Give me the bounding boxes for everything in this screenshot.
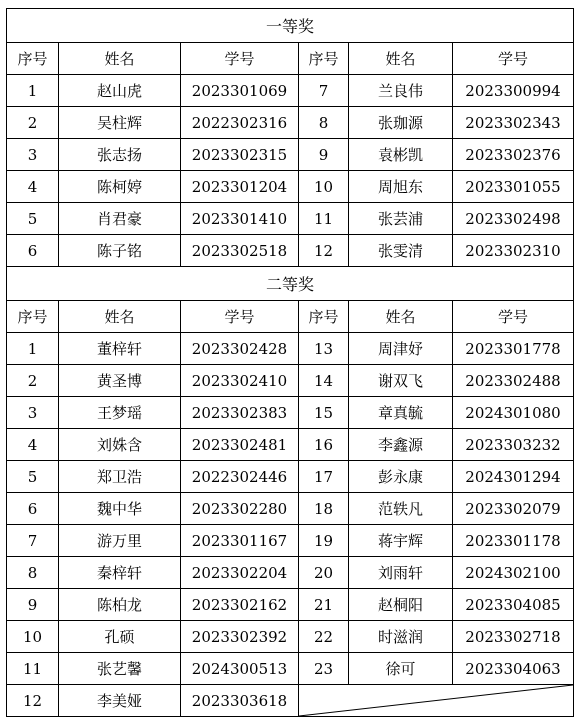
student-id-cell: 2023303232 bbox=[453, 429, 574, 461]
name-cell: 吴柱辉 bbox=[59, 107, 181, 139]
name-cell: 刘姝含 bbox=[59, 429, 181, 461]
seq-cell: 8 bbox=[299, 107, 349, 139]
name-cell: 蒋宇辉 bbox=[349, 525, 453, 557]
name-cell: 陈子铭 bbox=[59, 235, 181, 267]
student-id-cell: 2023302162 bbox=[181, 589, 299, 621]
student-id-cell: 2023300994 bbox=[453, 75, 574, 107]
name-cell: 袁彬凯 bbox=[349, 139, 453, 171]
table-row bbox=[7, 235, 574, 267]
student-id-cell: 2023302392 bbox=[181, 621, 299, 653]
student-id-cell: 2023304063 bbox=[453, 653, 574, 685]
student-id-cell: 2023301167 bbox=[181, 525, 299, 557]
student-id-cell: 2023301178 bbox=[453, 525, 574, 557]
student-id-cell: 2023302718 bbox=[453, 621, 574, 653]
name-cell: 黄圣博 bbox=[59, 365, 181, 397]
table-row bbox=[7, 397, 574, 429]
student-id-cell: 2023301778 bbox=[453, 333, 574, 365]
student-id-cell: 2023302376 bbox=[453, 139, 574, 171]
student-id-cell: 2023301055 bbox=[453, 171, 574, 203]
seq-cell: 9 bbox=[299, 139, 349, 171]
column-header: 序号 bbox=[299, 43, 349, 75]
name-cell: 章真毓 bbox=[349, 397, 453, 429]
name-cell: 张志扬 bbox=[59, 139, 181, 171]
column-header: 姓名 bbox=[59, 301, 181, 333]
column-header: 学号 bbox=[453, 301, 574, 333]
seq-cell: 7 bbox=[7, 525, 59, 557]
table-row bbox=[7, 365, 574, 397]
seq-cell: 10 bbox=[7, 621, 59, 653]
seq-cell: 3 bbox=[7, 397, 59, 429]
name-cell: 张艺馨 bbox=[59, 653, 181, 685]
student-id-cell: 2023302079 bbox=[453, 493, 574, 525]
seq-cell: 19 bbox=[299, 525, 349, 557]
name-cell: 陈柏龙 bbox=[59, 589, 181, 621]
name-cell: 孔硕 bbox=[59, 621, 181, 653]
seq-cell: 2 bbox=[7, 365, 59, 397]
seq-cell: 14 bbox=[299, 365, 349, 397]
column-header: 姓名 bbox=[349, 43, 453, 75]
name-cell: 范轶凡 bbox=[349, 493, 453, 525]
seq-cell: 12 bbox=[7, 685, 59, 717]
table-row bbox=[7, 653, 574, 685]
table-row bbox=[7, 493, 574, 525]
table-row bbox=[7, 75, 574, 107]
table-row bbox=[7, 621, 574, 653]
student-id-cell: 2024301080 bbox=[453, 397, 574, 429]
column-header: 序号 bbox=[299, 301, 349, 333]
seq-cell: 1 bbox=[7, 333, 59, 365]
name-cell: 张雯清 bbox=[349, 235, 453, 267]
seq-cell: 7 bbox=[299, 75, 349, 107]
column-header: 序号 bbox=[7, 301, 59, 333]
student-id-cell: 2022302446 bbox=[181, 461, 299, 493]
name-cell: 徐可 bbox=[349, 653, 453, 685]
name-cell: 张珈源 bbox=[349, 107, 453, 139]
seq-cell: 21 bbox=[299, 589, 349, 621]
section-title: 二等奖 bbox=[7, 267, 574, 301]
header-row bbox=[7, 43, 574, 75]
student-id-cell: 2023301204 bbox=[181, 171, 299, 203]
student-id-cell: 2023302518 bbox=[181, 235, 299, 267]
student-id-cell: 2024301294 bbox=[453, 461, 574, 493]
section-title: 一等奖 bbox=[7, 9, 574, 43]
name-cell: 赵山虎 bbox=[59, 75, 181, 107]
name-cell: 秦梓轩 bbox=[59, 557, 181, 589]
name-cell: 周旭东 bbox=[349, 171, 453, 203]
section-title-row bbox=[7, 9, 574, 43]
seq-cell: 22 bbox=[299, 621, 349, 653]
seq-cell: 5 bbox=[7, 203, 59, 235]
name-cell: 魏中华 bbox=[59, 493, 181, 525]
student-id-cell: 2023303618 bbox=[181, 685, 299, 717]
name-cell: 赵桐阳 bbox=[349, 589, 453, 621]
name-cell: 李美娅 bbox=[59, 685, 181, 717]
seq-cell: 11 bbox=[299, 203, 349, 235]
student-id-cell: 2023302498 bbox=[453, 203, 574, 235]
name-cell: 肖君豪 bbox=[59, 203, 181, 235]
name-cell: 张芸浦 bbox=[349, 203, 453, 235]
student-id-cell: 2023301410 bbox=[181, 203, 299, 235]
student-id-cell: 2023302428 bbox=[181, 333, 299, 365]
table-row bbox=[7, 557, 574, 589]
column-header: 姓名 bbox=[59, 43, 181, 75]
seq-cell: 17 bbox=[299, 461, 349, 493]
name-cell: 谢双飞 bbox=[349, 365, 453, 397]
seq-cell: 20 bbox=[299, 557, 349, 589]
student-id-cell: 2023302488 bbox=[453, 365, 574, 397]
seq-cell: 5 bbox=[7, 461, 59, 493]
student-id-cell: 2023301069 bbox=[181, 75, 299, 107]
seq-cell: 12 bbox=[299, 235, 349, 267]
name-cell: 时滋润 bbox=[349, 621, 453, 653]
student-id-cell: 2023302383 bbox=[181, 397, 299, 429]
seq-cell: 8 bbox=[7, 557, 59, 589]
name-cell: 郑卫浩 bbox=[59, 461, 181, 493]
seq-cell: 23 bbox=[299, 653, 349, 685]
name-cell: 周津妤 bbox=[349, 333, 453, 365]
seq-cell: 6 bbox=[7, 235, 59, 267]
column-header: 学号 bbox=[453, 43, 574, 75]
name-cell: 王梦瑶 bbox=[59, 397, 181, 429]
name-cell: 李鑫源 bbox=[349, 429, 453, 461]
table-row bbox=[7, 171, 574, 203]
student-id-cell: 2023304085 bbox=[453, 589, 574, 621]
column-header: 学号 bbox=[181, 301, 299, 333]
table-row bbox=[7, 333, 574, 365]
header-row bbox=[7, 301, 574, 333]
name-cell: 游万里 bbox=[59, 525, 181, 557]
student-id-cell: 2023302204 bbox=[181, 557, 299, 589]
seq-cell: 18 bbox=[299, 493, 349, 525]
section-title-row bbox=[7, 267, 574, 301]
table-row bbox=[7, 461, 574, 493]
seq-cell: 3 bbox=[7, 139, 59, 171]
name-cell: 刘雨轩 bbox=[349, 557, 453, 589]
seq-cell: 6 bbox=[7, 493, 59, 525]
seq-cell: 9 bbox=[7, 589, 59, 621]
student-id-cell: 2023302343 bbox=[453, 107, 574, 139]
name-cell: 陈柯婷 bbox=[59, 171, 181, 203]
table-row bbox=[7, 429, 574, 461]
table-row bbox=[7, 589, 574, 621]
seq-cell: 1 bbox=[7, 75, 59, 107]
empty-diagonal-cell bbox=[299, 685, 574, 717]
student-id-cell: 2024302100 bbox=[453, 557, 574, 589]
seq-cell: 16 bbox=[299, 429, 349, 461]
award-table bbox=[6, 8, 574, 717]
seq-cell: 10 bbox=[299, 171, 349, 203]
table-row bbox=[7, 139, 574, 171]
table-row bbox=[7, 685, 574, 717]
seq-cell: 11 bbox=[7, 653, 59, 685]
column-header: 姓名 bbox=[349, 301, 453, 333]
seq-cell: 15 bbox=[299, 397, 349, 429]
table-row bbox=[7, 203, 574, 235]
student-id-cell: 2023302315 bbox=[181, 139, 299, 171]
seq-cell: 13 bbox=[299, 333, 349, 365]
student-id-cell: 2023302481 bbox=[181, 429, 299, 461]
name-cell: 董梓轩 bbox=[59, 333, 181, 365]
name-cell: 兰良伟 bbox=[349, 75, 453, 107]
student-id-cell: 2023302280 bbox=[181, 493, 299, 525]
table-row bbox=[7, 525, 574, 557]
seq-cell: 4 bbox=[7, 171, 59, 203]
student-id-cell: 2023302410 bbox=[181, 365, 299, 397]
name-cell: 彭永康 bbox=[349, 461, 453, 493]
student-id-cell: 2022302316 bbox=[181, 107, 299, 139]
column-header: 学号 bbox=[181, 43, 299, 75]
student-id-cell: 2023302310 bbox=[453, 235, 574, 267]
seq-cell: 2 bbox=[7, 107, 59, 139]
seq-cell: 4 bbox=[7, 429, 59, 461]
table-row bbox=[7, 107, 574, 139]
column-header: 序号 bbox=[7, 43, 59, 75]
student-id-cell: 2024300513 bbox=[181, 653, 299, 685]
